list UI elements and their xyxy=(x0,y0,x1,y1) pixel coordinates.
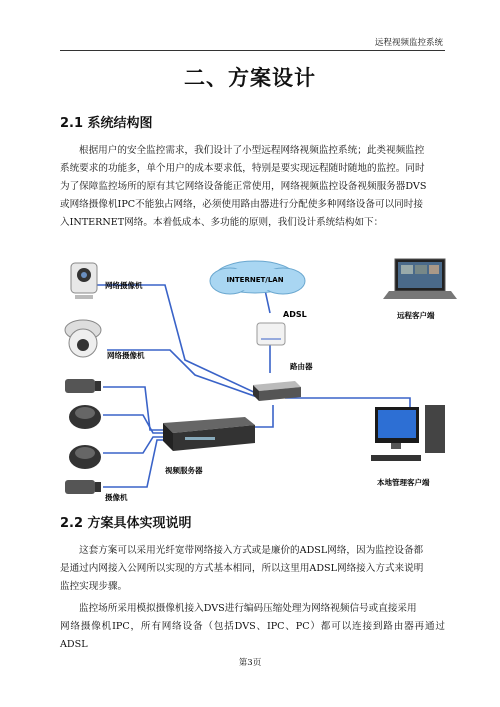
text-line: 这套方案可以采用光纤宽带网络接入方式或是廉价的ADSL网络，因为监控设备都 xyxy=(79,545,424,556)
chapter-title: 二、方案设计 xyxy=(184,65,316,90)
link-cam-d-dvs xyxy=(103,440,163,487)
ip-camera-1 xyxy=(71,263,97,299)
section-2-2-paragraph-1 xyxy=(60,542,445,596)
adsl-modem xyxy=(257,323,285,345)
label-ip-camera-1: 网络摄像机 xyxy=(105,281,143,290)
text-line: 或网络摄像机IPC不能独占网络，必须使用路由器进行分配使多种网络设备可以同时接 xyxy=(60,199,423,210)
link-cam-a-dvs xyxy=(103,387,163,430)
section-title-2-2: 2.2 方案具体实现说明 xyxy=(60,516,192,531)
section-2-1-paragraph xyxy=(60,142,445,232)
label-local-client: 本地管理客户端 xyxy=(377,478,430,487)
network-links xyxy=(95,285,410,487)
text-line: 系统要求的功能多，单个用户的成本要求低，特别是要实现远程随时随地的监控。同时 xyxy=(60,163,425,174)
label-ip-camera-2: 网络摄像机 xyxy=(107,351,145,360)
running-header: 远程视频监控系统 xyxy=(374,38,443,48)
system-structure-diagram xyxy=(55,255,465,505)
text-line: 入INTERNET网络。本着低成本、多功能的原则，我们设计系统结构如下： xyxy=(60,217,384,228)
label-adsl: ADSL xyxy=(283,310,307,319)
label-remote-client: 远程客户端 xyxy=(397,311,435,320)
link-router-dvs xyxy=(255,405,273,427)
ip-camera-2 xyxy=(65,320,101,357)
analog-camera-bullet-2 xyxy=(65,480,101,494)
text-line: 监控实现步骤。 xyxy=(60,581,128,592)
analog-camera-dome-2 xyxy=(69,445,101,469)
text-line: 是通过内网接入公网所以实现的方式基本相同，所以这里用ADSL网络接入方式来说明 xyxy=(60,563,424,574)
text-line: 监控场所采用模拟摄像机接入DVS进行编码压缩处理为网络视频信号或直接采用 xyxy=(79,603,417,614)
remote-client-laptop xyxy=(383,259,457,299)
analog-camera-dome-1 xyxy=(69,405,101,429)
section-title-2-1: 2.1 系统结构图 xyxy=(60,116,153,131)
link-cloud-modem xyxy=(265,290,270,313)
label-video-server: 视频服务器 xyxy=(165,466,203,475)
video-server-device xyxy=(163,417,255,451)
page-number: 第3页 xyxy=(238,658,262,668)
link-camera1-router xyxy=(95,285,260,395)
label-internet: INTERNET/LAN xyxy=(226,276,284,284)
analog-camera-bullet-1 xyxy=(65,379,101,393)
label-router: 路由器 xyxy=(290,362,313,371)
text-line: 网络摄像机IPC，所有网络设备（包括DVS、IPC、PC）都可以连接到路由器再通过ADSL xyxy=(60,621,445,650)
section-2-2-paragraph-2 xyxy=(60,600,445,654)
text-line: 根据用户的安全监控需求，我们设计了小型远程网络视频监控系统；此类视频监控 xyxy=(79,145,425,156)
text-line: 为了保障监控场所的原有其它网络设备能正常使用，网络视频监控设备视频服务器DVS xyxy=(60,181,427,192)
local-client-desktop xyxy=(371,405,445,461)
header-divider xyxy=(60,50,445,51)
label-analog-cameras: 摄像机 xyxy=(105,493,128,502)
